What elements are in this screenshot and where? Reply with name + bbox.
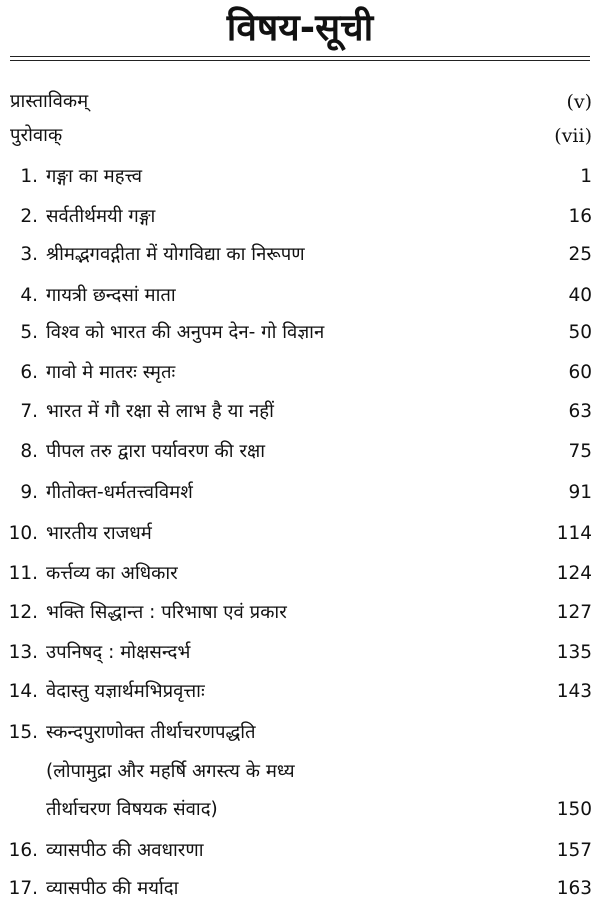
toc-entry-page: 163 bbox=[556, 878, 592, 899]
toc-entry-title-line-2: (लोपामुद्रा और महर्षि अगस्त्य के मध्य bbox=[46, 761, 295, 782]
toc-entry-page: (vii) bbox=[554, 125, 592, 147]
toc-entry-title: भारतीय राजधर्म bbox=[46, 523, 152, 544]
toc-entry-number: 6. bbox=[20, 362, 38, 383]
toc-entry-number: 4. bbox=[20, 285, 38, 306]
toc-entry-page: 25 bbox=[568, 244, 592, 265]
toc-entry-number: 1. bbox=[20, 166, 38, 187]
toc-entry-chapter-15-continued[interactable] bbox=[0, 757, 600, 787]
toc-entry-title-line-1: स्कन्दपुराणोक्त तीर्थाचरणपद्धति bbox=[46, 722, 256, 743]
toc-entry-page: 124 bbox=[556, 563, 592, 584]
toc-entry-title: भारत में गौ रक्षा से लाभ है या नहीं bbox=[46, 401, 274, 422]
toc-entry-chapter-15[interactable] bbox=[0, 718, 600, 748]
toc-entry-number: 14. bbox=[8, 681, 38, 702]
toc-entry-title: प्रास्ताविकम् bbox=[10, 91, 89, 112]
toc-entry-page: 127 bbox=[556, 602, 592, 623]
toc-entry-number: 12. bbox=[8, 602, 38, 623]
page-title: विषय-सूची bbox=[226, 6, 374, 49]
toc-entry-number: 2. bbox=[20, 206, 38, 227]
toc-entry-page: (v) bbox=[566, 91, 592, 113]
toc-entry-chapter-5[interactable] bbox=[0, 318, 600, 348]
toc-entry-title: सर्वतीर्थमयी गङ्गा bbox=[46, 206, 156, 227]
toc-entry-number: 15. bbox=[8, 722, 38, 743]
toc-entry-chapter-3[interactable] bbox=[0, 240, 600, 270]
toc-entry-title-line-3: तीर्थाचरण विषयक संवाद) bbox=[46, 799, 218, 820]
toc-entry-title: वेदास्तु यज्ञार्थमभिप्रवृत्ताः bbox=[46, 681, 205, 702]
toc-entry-number: 9. bbox=[20, 482, 38, 503]
toc-entry-chapter-4[interactable] bbox=[0, 281, 600, 311]
toc-entry-page: 143 bbox=[556, 681, 592, 702]
toc-entry-title: गायत्री छन्दसां माता bbox=[46, 285, 176, 306]
toc-entry-title: श्रीमद्भगवद्गीता में योगविद्या का निरूपण bbox=[46, 244, 305, 265]
toc-entry-title: व्यासपीठ की अवधारणा bbox=[46, 840, 204, 861]
toc-entry-page: 75 bbox=[568, 441, 592, 462]
toc-entry-page: 114 bbox=[556, 523, 592, 544]
toc-entry-page: 150 bbox=[556, 799, 592, 820]
toc-entry-chapter-12[interactable] bbox=[0, 598, 600, 628]
toc-entry-chapter-8[interactable] bbox=[0, 437, 600, 467]
toc-entry-page: 16 bbox=[568, 206, 592, 227]
toc-entry-chapter-7[interactable] bbox=[0, 397, 600, 427]
toc-entry-page: 1 bbox=[580, 166, 592, 187]
toc-entry-title: गङ्गा का महत्त्व bbox=[46, 166, 142, 187]
toc-entry-number: 13. bbox=[8, 642, 38, 663]
toc-entry-prastavikam[interactable] bbox=[0, 87, 600, 117]
title-underline-top bbox=[10, 56, 590, 57]
toc-entry-number: 16. bbox=[8, 840, 38, 861]
toc-entry-chapter-13[interactable] bbox=[0, 638, 600, 668]
toc-entry-chapter-11[interactable] bbox=[0, 559, 600, 589]
title-underline-bottom bbox=[10, 60, 590, 61]
toc-entry-number: 10. bbox=[8, 523, 38, 544]
toc-entry-title: भक्ति सिद्धान्त : परिभाषा एवं प्रकार bbox=[46, 602, 287, 623]
toc-entry-chapter-10[interactable] bbox=[0, 519, 600, 549]
toc-entry-chapter-9[interactable] bbox=[0, 478, 600, 508]
toc-entry-title: पुरोवाक् bbox=[10, 125, 63, 146]
toc-entry-number: 8. bbox=[20, 441, 38, 462]
toc-entry-page: 63 bbox=[568, 401, 592, 422]
toc-entry-number: 3. bbox=[20, 244, 38, 265]
toc-entry-number: 7. bbox=[20, 401, 38, 422]
toc-entry-chapter-2[interactable] bbox=[0, 202, 600, 232]
toc-entry-purovak[interactable] bbox=[0, 121, 600, 151]
toc-entry-page: 50 bbox=[568, 322, 592, 343]
toc-entry-title: उपनिषद् : मोक्षसन्दर्भ bbox=[46, 642, 191, 663]
toc-entry-chapter-14[interactable] bbox=[0, 677, 600, 707]
toc-entry-number: 11. bbox=[8, 563, 38, 584]
toc-entry-title: व्यासपीठ की मर्यादा bbox=[46, 878, 179, 899]
toc-entry-number: 17. bbox=[8, 878, 38, 899]
toc-entry-title: विश्व को भारत की अनुपम देन- गो विज्ञान bbox=[46, 322, 325, 343]
toc-entry-chapter-15-end[interactable] bbox=[0, 795, 600, 825]
toc-entry-title: कर्त्तव्य का अधिकार bbox=[46, 563, 178, 584]
toc-entry-page: 91 bbox=[568, 482, 592, 503]
toc-entry-number: 5. bbox=[20, 322, 38, 343]
toc-entry-title: गीतोक्त-धर्मतत्त्वविमर्श bbox=[46, 482, 193, 503]
toc-entry-page: 157 bbox=[556, 840, 592, 861]
toc-entry-chapter-17[interactable] bbox=[0, 874, 600, 904]
toc-entry-chapter-16[interactable] bbox=[0, 836, 600, 866]
toc-entry-page: 60 bbox=[568, 362, 592, 383]
toc-entry-title: पीपल तरु द्वारा पर्यावरण की रक्षा bbox=[46, 441, 266, 462]
toc-entry-page: 135 bbox=[556, 642, 592, 663]
toc-entry-title: गावो मे मातरः स्मृतः bbox=[46, 362, 176, 383]
toc-entry-chapter-1[interactable] bbox=[0, 162, 600, 192]
toc-entry-page: 40 bbox=[568, 285, 592, 306]
toc-entry-chapter-6[interactable] bbox=[0, 358, 600, 388]
